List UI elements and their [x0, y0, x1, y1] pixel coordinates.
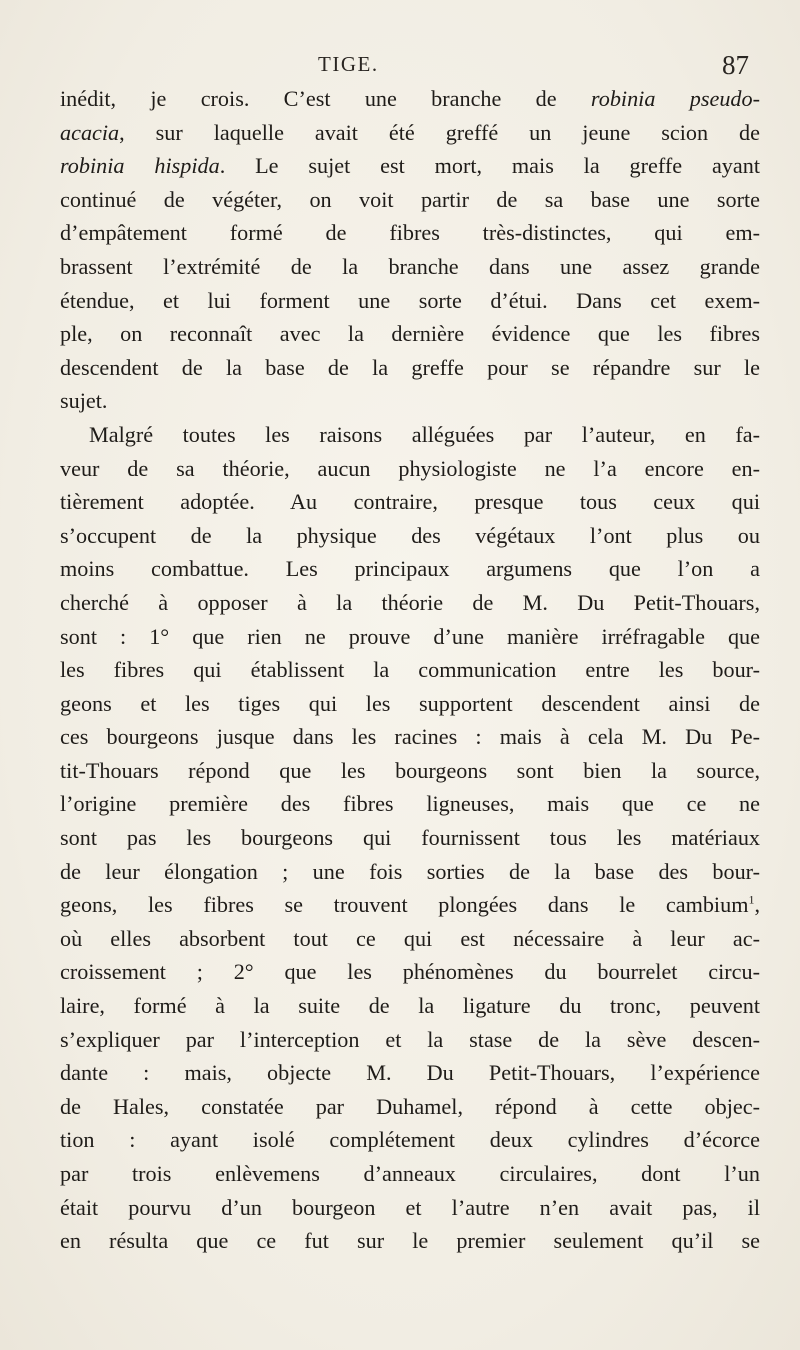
- text-run: geons et les tiges qui les supportent descendent ainsi de: [60, 690, 760, 716]
- text-run: croissement ; 2° que les phénomènes du bourrelet circu-: [60, 959, 760, 985]
- text-line: [60, 552, 760, 586]
- text-line: [60, 1090, 760, 1124]
- running-head: [0, 52, 800, 86]
- text-run: geons, les fibres se trouvent plongées dans le cambium: [60, 892, 749, 918]
- page-number: 87: [722, 50, 749, 80]
- text-line: [60, 989, 760, 1023]
- text-line: [60, 418, 760, 452]
- text-run: était pourvu d’un bourgeon et l’autre n’en avait pas, il: [60, 1194, 760, 1220]
- text-line: [60, 855, 760, 889]
- text-run: laire, formé à la suite de la ligature du tronc, peuvent: [60, 993, 760, 1019]
- text-run: en résulta que ce fut sur le premier seulement qu’il se: [60, 1228, 760, 1254]
- text-line: [60, 586, 760, 620]
- text-line: [60, 384, 760, 418]
- text-line: [60, 250, 760, 284]
- text-run: veur de sa théorie, aucun physiologiste ne l’a encore en-: [60, 455, 760, 481]
- text-run: moins combattue. Les principaux argumens que l’on a: [60, 556, 760, 582]
- text-run: ,: [754, 892, 760, 918]
- footnote-ref: 1: [748, 892, 755, 907]
- text-run: d’empâtement formé de fibres très-distinctes, qui em-: [60, 220, 760, 246]
- text-run: tièrement adoptée. Au contraire, presque tous ceux qui: [60, 489, 760, 515]
- text-line: [60, 787, 760, 821]
- text-line: [60, 720, 760, 754]
- text-line: [60, 1123, 760, 1157]
- text-run: l’origine première des fibres ligneuses, mais que ce ne: [60, 791, 760, 817]
- text-run: de Hales, constatée par Duhamel, répond à cette objec-: [60, 1093, 760, 1119]
- text-line: [60, 351, 760, 385]
- text-run: dante : mais, objecte M. Du Petit-Thouars, l’expérience: [60, 1060, 760, 1086]
- text-line: [60, 620, 760, 654]
- text-line: [60, 116, 760, 150]
- text-run: s’occupent de la physique des végétaux l’ont plus ou: [60, 522, 760, 548]
- text-line: [60, 183, 760, 217]
- text-line: [60, 1056, 760, 1090]
- text-line: [60, 1224, 760, 1258]
- text-run: ple, on reconnaît avec la dernière évidence que les fibres: [60, 321, 760, 347]
- text-line: [60, 149, 760, 183]
- text-run: sujet.: [60, 388, 108, 414]
- text-run: s’expliquer par l’interception et la stase de la sève descen-: [60, 1026, 760, 1052]
- text-run: où elles absorbent tout ce qui est nécessaire à leur ac-: [60, 925, 760, 951]
- text-run: Malgré toutes les raisons alléguées par l’auteur, en fa-: [89, 421, 760, 447]
- text-line: [60, 216, 760, 250]
- text-line: [60, 955, 760, 989]
- text-line: [60, 888, 760, 922]
- paragraph: [60, 82, 760, 418]
- text-run: sont pas les bourgeons qui fournissent tous les matériaux: [60, 825, 760, 851]
- text-line: [60, 922, 760, 956]
- italic-text: robinia pseudo-: [590, 86, 760, 111]
- text-run: tion : ayant isolé complétement deux cylindres d’écorce: [60, 1127, 760, 1153]
- text-line: [60, 452, 760, 486]
- text-run: . Le sujet est mort, mais la greffe ayant: [219, 153, 760, 179]
- text-run: par trois enlèvemens d’anneaux circulaires, dont l’un: [60, 1161, 760, 1186]
- text-line: [60, 317, 760, 351]
- text-line: [60, 1191, 760, 1225]
- body-text: [60, 82, 760, 1258]
- text-run: tit-Thouars répond que les bourgeons sont bien la source,: [60, 757, 760, 783]
- text-line: [60, 82, 760, 116]
- text-line: [60, 1157, 760, 1191]
- italic-text: acacia: [60, 119, 120, 145]
- text-run: cherché à opposer à la théorie de M. Du Petit-Thouars,: [60, 589, 760, 615]
- text-line: [60, 821, 760, 855]
- paragraph: [60, 418, 760, 1258]
- text-line: [60, 1023, 760, 1057]
- text-run: sont : 1° que rien ne prouve d’une manière irréfragable que: [60, 623, 760, 649]
- text-run: brassent l’extrémité de la branche dans une assez grande: [60, 253, 760, 279]
- text-run: les fibres qui établissent la communication entre les bour-: [60, 657, 760, 683]
- text-run: descendent de la base de la greffe pour se répandre sur le: [60, 354, 760, 380]
- text-line: [60, 653, 760, 687]
- text-run: , sur laquelle avait été greffé un jeune scion de: [119, 119, 760, 145]
- text-line: [60, 754, 760, 788]
- italic-text: robinia hispida: [60, 153, 220, 179]
- text-line: [60, 687, 760, 721]
- text-run: inédit, je crois. C’est une branche de: [60, 86, 591, 111]
- text-run: de leur élongation ; une fois sorties de la base des bour-: [60, 858, 760, 884]
- text-line: [60, 519, 760, 553]
- running-head-title: TIGE.: [318, 52, 379, 76]
- text-run: continué de végéter, on voit partir de sa base une sorte: [60, 186, 760, 212]
- text-run: étendue, et lui forment une sorte d’étui. Dans cet exem-: [60, 287, 760, 313]
- text-line: [60, 284, 760, 318]
- text-run: ces bourgeons jusque dans les racines : mais à cela M. Du Pe-: [60, 724, 760, 750]
- text-line: [60, 485, 760, 519]
